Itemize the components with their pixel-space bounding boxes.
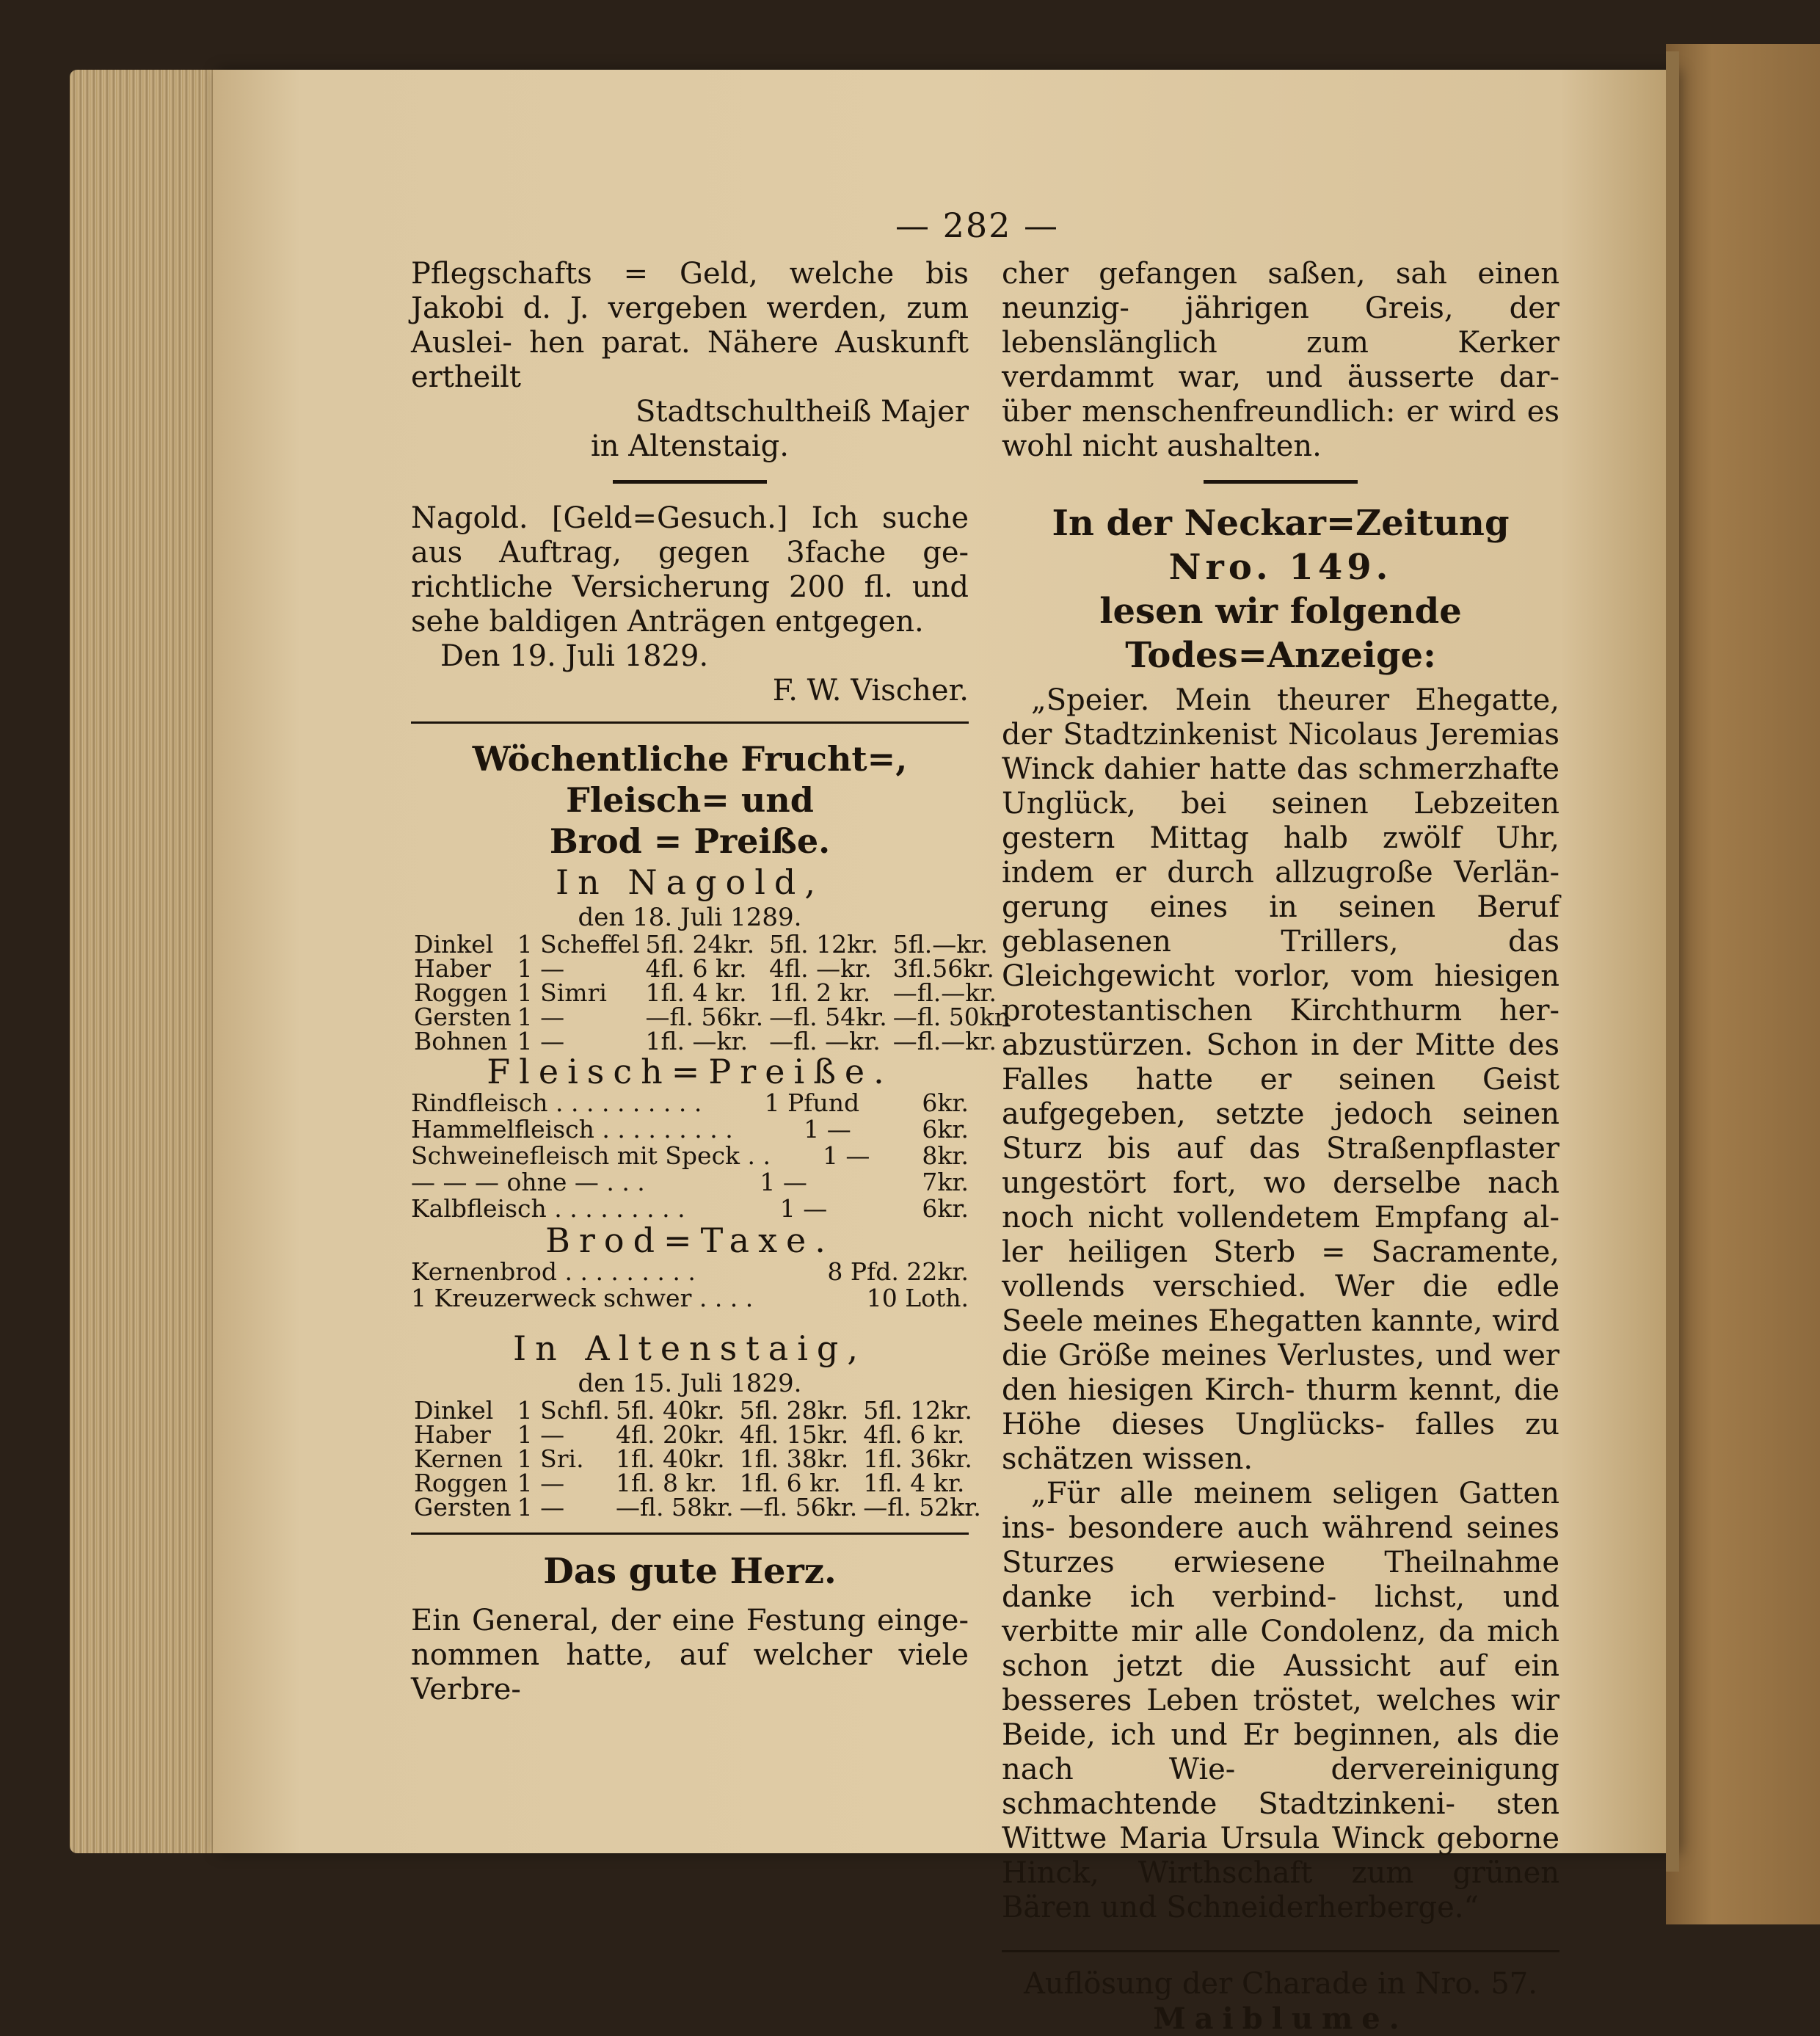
herz-title: Das gute Herz.	[543, 1551, 837, 1592]
divider	[1002, 1950, 1559, 1952]
anzeige-paragraph-2: „Für alle meinem seligen Gatten ins- besondere auch während seines Sturzes erwiesene Theilnahme danke ich verbind- lichst, und verbitte mir alle Condolenz, da mich schon jetzt die Aussicht auf ein besseres Leben tröstet, welches wir Beide, ich und Er beginnen, als die nach Wie- dervereinigung schmachtende Stadtzinkeni- sten Wittwe Maria Ursula Winck geborne Hinck, Wirthschaft zum grünen Bären und Schneiderherberge.“	[1002, 1477, 1559, 1924]
prices-title-2: Brod = Preiße.	[549, 821, 831, 861]
table-row: Dinkel 1 Schfl. 5fl. 40kr. 5fl. 28kr. 5fl. 12kr.	[414, 1396, 972, 1425]
charade-answer: Maiblume.	[1153, 2002, 1408, 2036]
gutter	[1666, 51, 1679, 1872]
nagold-price-table	[411, 932, 1013, 1053]
table-row: Kernen 1 Sri. 1fl. 40kr. 1fl. 38kr. 1fl. 36kr.	[414, 1444, 972, 1473]
prices-title: Wöchentliche Frucht=, Fleisch= und	[472, 739, 908, 820]
list-item: Schweinefleisch mit Speck . . 1 — 8kr.	[411, 1141, 969, 1170]
table-row: Roggen 1 Simri 1fl. 4 kr. 1fl. 2 kr. —fl.—kr.	[414, 978, 997, 1007]
nagold-date-line: den 18. Juli 1289.	[578, 903, 802, 932]
intro-signature: Stadtschultheiß Majer	[636, 395, 969, 429]
neckar-number: Nro. 149.	[1168, 547, 1393, 588]
list-item: Kalbfleisch . . . . . . . . . 1 — 6kr.	[411, 1194, 969, 1223]
divider	[411, 721, 969, 724]
neckar-subheading: lesen wir folgende Todes=Anzeige:	[1099, 591, 1462, 676]
brod-list	[411, 1259, 969, 1312]
meat-heading: Fleisch=Preiße.	[487, 1052, 893, 1091]
table-row: Dinkel 1 Scheffel 5fl. 24kr. 5fl. 12kr. 5fl.—kr.	[414, 930, 988, 959]
brod-heading: Brod=Taxe.	[545, 1221, 834, 1260]
altenstaig-date-line: den 15. Juli 1829.	[578, 1369, 802, 1398]
table-row: Bohnen 1 — 1fl. —kr. —fl. —kr. —fl.—kr.	[414, 1027, 997, 1055]
meat-list	[411, 1090, 969, 1222]
table-row: Gersten 1 — —fl. 58kr. —fl. 56kr. —fl. 52kr.	[414, 1493, 981, 1521]
page-edges	[70, 70, 216, 1853]
neckar-heading: In der Neckar=Zeitung	[1052, 503, 1510, 544]
list-item: — — — ohne — . . . 1 — 7kr.	[411, 1168, 969, 1196]
anzeige-paragraph-1: „Speier. Mein theurer Ehegatte, der Stadtzinkenist Nicolaus Jeremias Winck dahier hatte das schmerzhafte Unglück, bei seinen Lebzeiten gestern Mittag halb zwölf Uhr, indem er durch allzugroße Verlän- gerung eines in seinen Beruf geblasenen Trillers, das Gleichgewicht vorlor, vom hiesigen protestantischen Kirchthurm her- abzustürzen. Schon in der Mitte des Falles hatte er seinen Geist aufgegeben, setzte jedoch seinen Sturz bis auf das Straßenpflaster ungestört fort, wo derselbe nach noch nicht vollendetem Empfang al- ler heiligen Sterb = Sacramente, vollends verschied. Wer die edle Seele meines Ehegatten kannte, wird die Größe meines Verlustes, und wer den hiesigen Kirch- thurm kennt, die Höhe dieses Unglücks- falles zu schätzen wissen.	[1002, 683, 1559, 1476]
page-number: — 282 —	[895, 206, 1060, 245]
divider	[613, 480, 767, 484]
charade-solution: Auflösung der Charade in Nro. 57.	[1024, 1967, 1537, 2001]
intro-text: Pflegschafts = Geld, welche bis Jakobi d. J. vergeben werden, zum Auslei- hen parat. Nähere Auskunft ertheilt	[411, 257, 969, 394]
table-row: Roggen 1 — 1fl. 8 kr. 1fl. 6 kr. 1fl. 4 kr.	[414, 1469, 965, 1497]
right-column	[1002, 257, 1559, 2036]
table-row: Haber 1 — 4fl. 6 kr. 4fl. —kr. 3fl.56kr.	[414, 954, 994, 983]
nagold-heading: In Nagold,	[555, 862, 824, 902]
left-column	[411, 257, 1011, 1707]
nagold-date: Den 19. Juli 1829.	[440, 639, 709, 673]
altenstaig-heading: In Altenstaig,	[513, 1328, 867, 1368]
nagold-signature: F. W. Vischer.	[772, 674, 969, 708]
nagold-ad: Nagold. [Geld=Gesuch.] Ich suche aus Auftrag, gegen 3fache ge- richtliche Versicherung 200 fl. und sehe baldigen Anträgen entgegen.	[411, 501, 969, 639]
divider	[411, 1533, 969, 1535]
list-item: Kernenbrod . . . . . . . . . 8 Pfd. 22kr.	[411, 1257, 969, 1286]
altenstaig-price-table	[411, 1398, 984, 1519]
list-item: 1 Kreuzerweck schwer . . . . 10 Loth.	[411, 1284, 969, 1312]
list-item: Hammelfleisch . . . . . . . . . 1 — 6kr.	[411, 1115, 969, 1144]
intro-place: in Altenstaig.	[590, 429, 790, 463]
divider	[1204, 480, 1358, 484]
list-item: Rindfleisch . . . . . . . . . . 1 Pfund 6kr.	[411, 1088, 969, 1117]
herz-continuation: cher gefangen saßen, sah einen neunzig- jährigen Greis, der lebenslänglich zum Kerker verdammt war, und äusserte dar- über menschenfreundlich: er wird es wohl nicht aushalten.	[1002, 257, 1559, 463]
table-row: Haber 1 — 4fl. 20kr. 4fl. 15kr. 4fl. 6 kr.	[414, 1420, 965, 1449]
herz-text: Ein General, der eine Festung einge- nommen hatte, auf welcher viele Verbre-	[411, 1604, 969, 1706]
adjacent-page	[1666, 44, 1820, 1924]
table-row: Gersten 1 — —fl. 56kr. —fl. 54kr. —fl. 50kr.	[414, 1003, 1011, 1031]
